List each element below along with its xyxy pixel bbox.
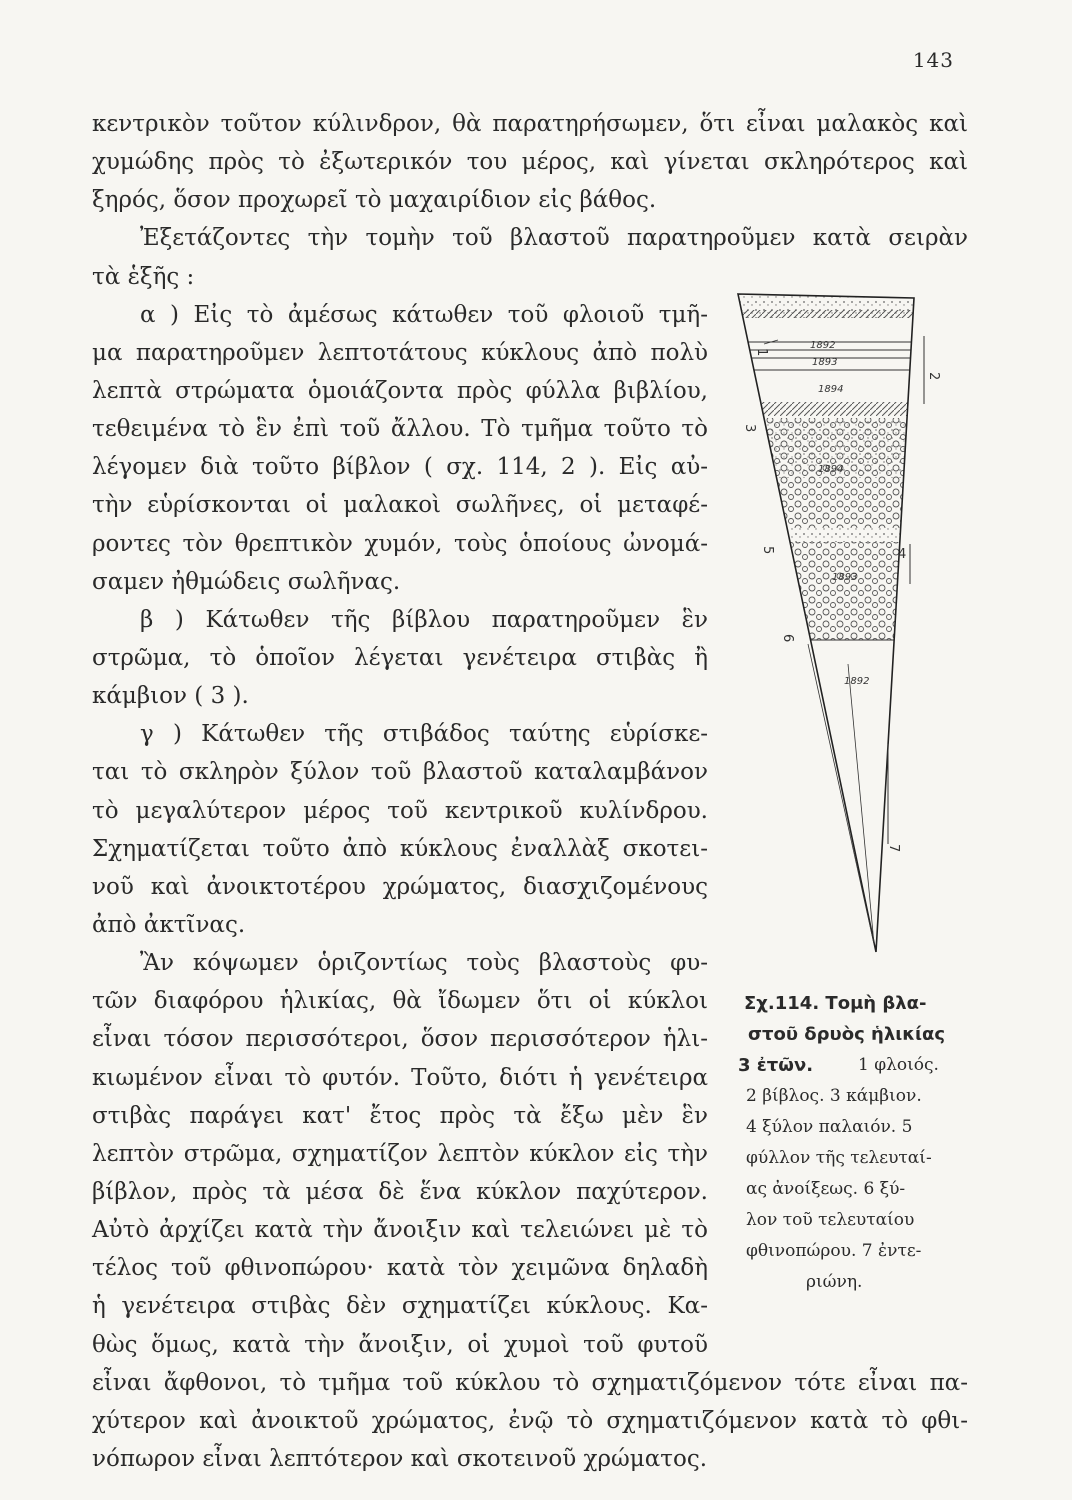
caption-line: ριώνη.	[806, 1272, 863, 1292]
text-line: α ) Εἰς τὸ ἀμέσως κάτωθεν τοῦ φλοιοῦ τμῆ-	[140, 301, 708, 328]
year-label: 1892	[844, 676, 870, 687]
part-number: 6	[780, 634, 795, 643]
text-line: νόπωρον εἶναι λεπτότερον καὶ σκοτεινοῦ χρώματος.	[92, 1446, 708, 1472]
text-line: Αὐτὸ ἀρχίζει κατὰ τὴν ἄνοιξιν καὶ τελειώνει μὲ τὸ	[92, 1217, 708, 1244]
text-line: Ἐξετάζοντες τὴν τομὴν τοῦ βλαστοῦ παρατηροῦμεν κατὰ σειρὰν	[140, 225, 968, 252]
text-line: Ἂν κόψωμεν ὁριζοντίως τοὺς βλαστοὺς φυ-	[140, 950, 708, 977]
text-line: μα παρατηροῦμεν λεπτοτάτους κύκλους ἀπὸ πολὺ	[92, 339, 708, 366]
year-label: 1893	[812, 357, 838, 368]
text-line: βίβλον, πρὸς τὰ μέσα δὲ ἕνα κύκλον παχύτερον.	[92, 1179, 708, 1205]
part-number: 7	[886, 844, 901, 853]
year-label: 1893	[832, 572, 858, 583]
text-line: κάμβιον ( 3 ).	[92, 683, 249, 710]
text-line: εἶναι τόσον περισσότεροι, ὅσον περισσότερον ἡλι-	[92, 1026, 708, 1053]
part-number: 1	[754, 348, 769, 357]
caption-line: 1 φλοιός.	[858, 1055, 939, 1075]
text-line: στρῶμα, τὸ ὁποῖον λέγεται γενέτειρα στιβὰς ἢ	[92, 645, 708, 671]
caption-line: λον τοῦ τελευταίου	[746, 1210, 915, 1230]
text-line: λεπτὰ στρώματα ὁμοιάζοντα πρὸς φύλλα βιβλίου,	[92, 378, 708, 404]
part-number: 4	[898, 547, 907, 562]
text-line: κεντρικὸν τοῦτον κύλινδρον, θὰ παρατηρήσωμεν, ὅτι εἶναι μαλακὸς καὶ	[92, 111, 968, 137]
text-line: λέγομεν διὰ τοῦτο βίβλον ( σχ. 114, 2 ). Εἰς αὐ-	[92, 454, 708, 481]
text-line: ἡ γενέτειρα στιβὰς δὲν σχηματίζει κύκλους. Κα-	[92, 1293, 708, 1320]
caption-line: ας ἀνοίξεως. 6 ξύ-	[746, 1179, 906, 1199]
text-line: εἶναι ἄφθονοι, τὸ τμῆμα τοῦ κύκλου τὸ σχηματιζόμενον τότε εἶναι πα-	[92, 1369, 968, 1396]
text-line: τέλος τοῦ φθινοπώρου· κατὰ τὸν χειμῶνα δηλαδὴ	[92, 1255, 708, 1282]
page-number: 143	[912, 48, 954, 72]
bark-hatch	[738, 310, 938, 318]
caption-title: στοῦ δρυὸς ἡλικίας	[748, 1024, 946, 1045]
part-number: 2	[926, 372, 941, 381]
text-line: ξηρός, ὅσον προχωρεῖ τὸ μαχαιρίδιον εἰς βάθος.	[92, 187, 657, 214]
text-line: κιωμένον εἶναι τὸ φυτόν. Τοῦτο, διότι ἡ γενέτειρα	[92, 1064, 708, 1091]
caption-line: φύλλον τῆς τελευταί-	[746, 1148, 932, 1168]
text-line: χύτερον καὶ ἀνοικτοῦ χρώματος, ἐνῷ τὸ σχηματιζόμενον κατὰ τὸ φθι-	[92, 1407, 968, 1434]
text-line: θὼς ὅμως, κατὰ τὴν ἄνοιξιν, οἱ χυμοὶ τοῦ φυτοῦ	[92, 1331, 708, 1358]
caption-line: 2 βίβλος. 3 κάμβιον.	[746, 1086, 922, 1106]
caption-line: φθινοπώρου. 7 ἐντε-	[746, 1241, 922, 1261]
part-number: 3	[742, 424, 757, 433]
stem-wedge-diagram	[738, 284, 941, 964]
text-line: Σχηματίζεται τοῦτο ἀπὸ κύκλους ἐναλλὰξ σκοτει-	[92, 835, 708, 862]
stem-section-figure	[738, 284, 941, 964]
text-line: ροντες τὸν θρεπτικὸν χυμόν, τοὺς ὁποίους ὠνομά-	[92, 530, 708, 557]
caption-title: Σχ.114. Τομὴ βλα-	[744, 993, 927, 1014]
wood-ring-1893	[738, 542, 938, 643]
caption-title: 3 ἐτῶν.	[738, 1055, 814, 1076]
text-line: λεπτὸν στρῶμα, σχηματίζον λεπτὸν κύκλον εἰς τὴν	[92, 1140, 708, 1167]
text-line: β ) Κάτωθεν τῆς βίβλου παρατηροῦμεν ἓν	[140, 606, 708, 633]
year-label: 1892	[810, 340, 836, 351]
year-label: 1894	[818, 384, 844, 395]
text-line: ται τὸ σκληρὸν ξύλον τοῦ βλαστοῦ καταλαμβάνον	[92, 759, 708, 786]
text-line: χυμώδης πρὸς τὸ ἐξωτερικόν του μέρος, καὶ γίνεται σκληρότερος καὶ	[92, 149, 968, 176]
text-line: ἀπὸ ἀκτῖνας.	[92, 912, 246, 938]
ring-boundary	[738, 528, 938, 542]
text-line: γ ) Κάτωθεν τῆς στιβάδος ταύτης εὑρίσκε-	[140, 721, 708, 748]
text-line: τὰ ἑξῆς :	[92, 263, 195, 290]
text-line: τῶν διαφόρου ἡλικίας, θὰ ἴδωμεν ὅτι οἱ κύκλοι	[92, 988, 708, 1015]
text-line: σαμεν ἠθμώδεις σωλῆνας.	[92, 568, 401, 595]
part-number: 5	[760, 546, 775, 555]
text-line: στιβὰς παράγει κατ' ἔτος πρὸς τὰ ἔξω μὲν ἓν	[92, 1102, 708, 1129]
text-line: τὴν εὑρίσκονται οἱ μαλακοὶ σωλῆνες, οἱ μεταφέ-	[92, 492, 708, 519]
caption-line: 4 ξύλον παλαιόν. 5	[746, 1117, 913, 1137]
year-label: 1894	[818, 464, 844, 475]
text-line: τεθειμένα τὸ ἓν ἐπὶ τοῦ ἄλλου. Τὸ τμῆμα τοῦτο τὸ	[92, 416, 708, 443]
text-line: τὸ μεγαλύτερον μέρος τοῦ κεντρικοῦ κυλίνδρου.	[92, 797, 708, 824]
text-line: νοῦ καὶ ἀνοικτοτέρου χρώματος, διασχιζομένους	[92, 873, 708, 900]
